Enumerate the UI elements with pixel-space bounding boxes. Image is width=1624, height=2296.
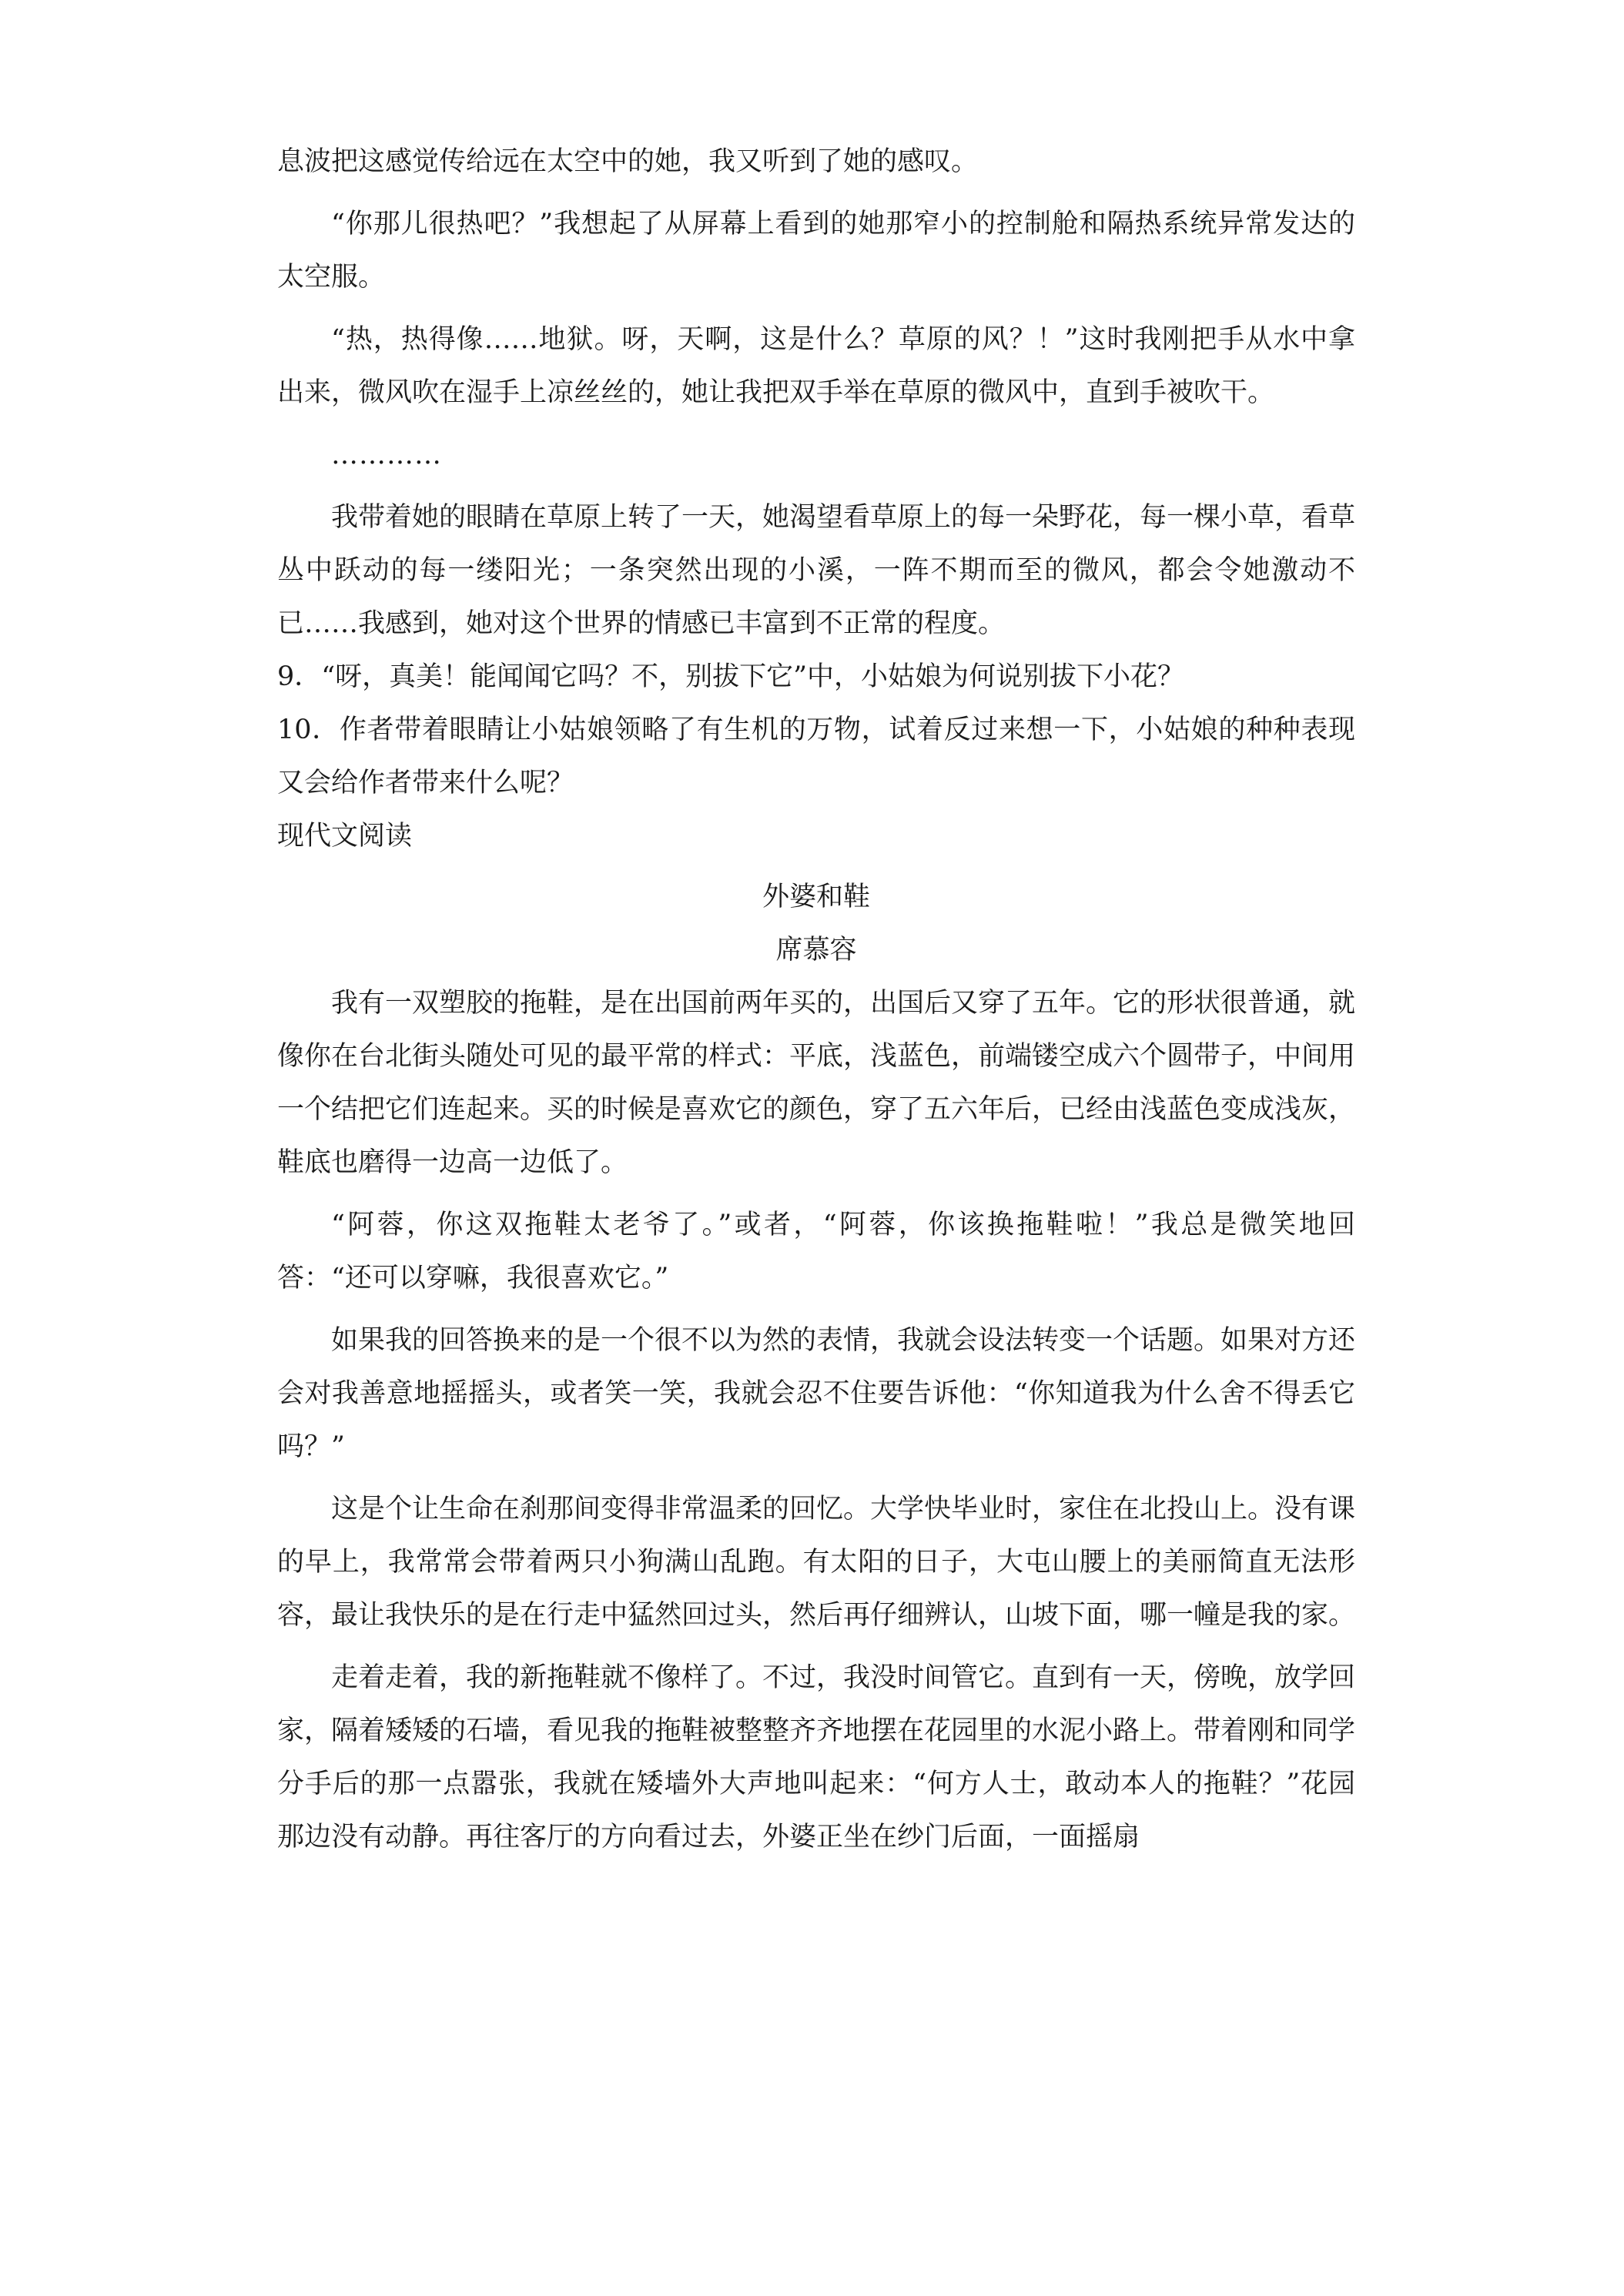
passage-paragraph: 我带着她的眼睛在草原上转了一天，她渴望看草原上的每一朵野花，每一棵小草，看草丛中跃动的每一缕阳光；一条突然出现的小溪，一阵不期而至的微风，都会令她激动不已……我感到，她对这个世界的情感已丰富到不正常的程度。 bbox=[277, 502, 1356, 639]
article-title: 外婆和鞋 bbox=[762, 882, 870, 912]
section-label: 现代文阅读 bbox=[277, 821, 413, 852]
article-paragraph: 我有一双塑胶的拖鞋，是在出国前两年买的，出国后又穿了五年。它的形状很普通，就像你在台北街头随处可见的最平常的样式：平底，浅蓝色，前端镂空成六个圆带子，中间用一个结把它们连起来。买的时候是喜欢它的颜色，穿了五六年后，已经由浅蓝色变成浅灰，鞋底也磨得一边高一边低了。 bbox=[277, 988, 1356, 1178]
ellipsis-line: ………… bbox=[331, 440, 442, 470]
question-9: 9．“呀，真美！能闻闻它吗？不，别拔下它”中，小姑娘为何说别拔下小花？ bbox=[277, 661, 1185, 692]
article-author: 席慕容 bbox=[775, 935, 857, 966]
passage-paragraph: “你那儿很热吧？”我想起了从屏幕上看到的她那窄小的控制舱和隔热系统异常发达的太空服。 bbox=[277, 209, 1355, 293]
article-paragraph: 如果我的回答换来的是一个很不以为然的表情，我就会设法转变一个话题。如果对方还会对我善意地摇摇头，或者笑一笑，我就会忍不住要告诉他：“你知道我为什么舍不得丢它吗？” bbox=[277, 1325, 1356, 1462]
article-paragraph: 这是个让生命在刹那间变得非常温柔的回忆。大学快毕业时，家住在北投山上。没有课的早上，我常常会带着两只小狗满山乱跑。有太阳的日子，大屯山腰上的美丽简直无法形容，最让我快乐的是在行走中猛然回过头，然后再仔细辨认，山坡下面，哪一幢是我的家。 bbox=[277, 1494, 1356, 1631]
passage-paragraph: “热，热得像……地狱。呀，天啊，这是什么？草原的风？！”这时我刚把手从水中拿出来，微风吹在湿手上凉丝丝的，她让我把双手举在草原的微风中，直到手被吹干。 bbox=[277, 324, 1355, 408]
article-paragraph: 走着走着，我的新拖鞋就不像样了。不过，我没时间管它。直到有一天，傍晚，放学回家，隔着矮矮的石墙，看见我的拖鞋被整整齐齐地摆在花园里的水泥小路上。带着刚和同学分手后的那一点嚣张，我就在矮墙外大声地叫起来：“何方人士，敢动本人的拖鞋？”花园那边没有动静。再往客厅的方向看过去，外婆正坐在纱门后面，一面摇扇 bbox=[277, 1662, 1356, 1853]
document-page bbox=[277, 136, 1355, 1864]
question-10: 10．作者带着眼睛让小姑娘领略了有生机的万物，试着反过来想一下，小姑娘的种种表现又会给作者带来什么呢？ bbox=[277, 715, 1355, 798]
article-paragraph: “阿蓉，你这双拖鞋太老爷了。”或者，“阿蓉，你该换拖鞋啦！”我总是微笑地回答：“还可以穿嘛，我很喜欢它。” bbox=[277, 1210, 1355, 1294]
passage-paragraph: 息波把这感觉传给远在太空中的她，我又听到了她的感叹。 bbox=[277, 146, 979, 177]
